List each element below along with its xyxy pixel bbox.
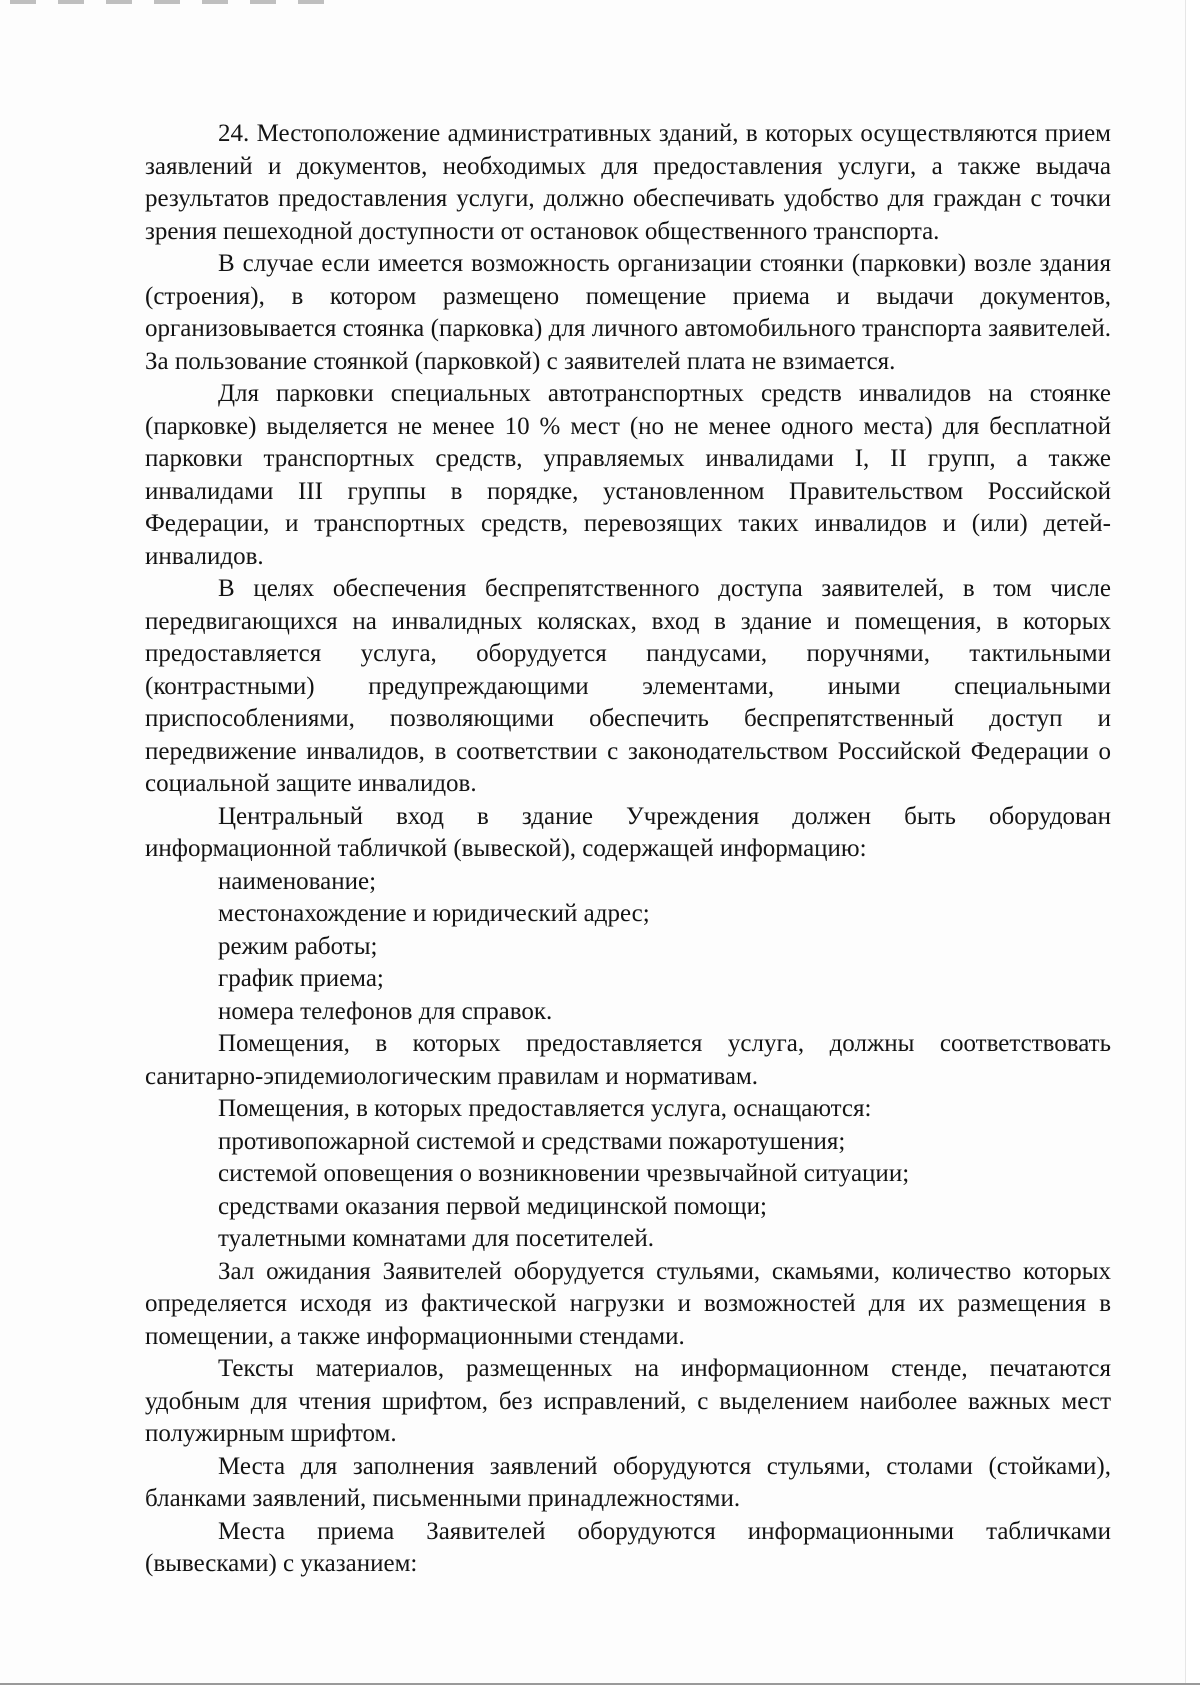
document-body [145, 118, 1111, 1581]
paragraph-location-requirements: 24. Местоположение административных зданий, в которых осуществляются прием заявлений и документов, необходимых для предоставления услуги, а также выдача результатов предоставления услуги, должно обеспечивать удобство для граждан с точки зрения пешеходной доступности от остановок общественного транспорта. [145, 120, 1111, 245]
paragraph-reception-places: Места приема Заявителей оборудуются информационными табличками (вывесками) с указанием: [145, 1517, 1111, 1577]
list-item: Помещения, в которых предоставляется услуга, оснащаются: [218, 1095, 872, 1122]
paragraph-waiting-hall: Зал ожидания Заявителей оборудуется стульями, скамьями, количество которых определяется исходя из фактической нагрузки и возможностей для их размещения в помещении, а также информационными стендами. [145, 1257, 1111, 1350]
scan-edge-bottom [0, 1683, 1200, 1695]
paragraph-parking: В случае если имеется возможность организации стоянки (парковки) возле здания (строения), в котором размещено помещение приема и выдачи документов, организовывается стоянка (парковка) для личного автомобильного транспорта заявителей. За пользование стоянкой (парковкой) с заявителей плата не взимается. [145, 250, 1111, 375]
list-item: местонахождение и юридический адрес; [218, 900, 650, 927]
list-item: противопожарной системой и средствами пожаротушения; [218, 1127, 846, 1155]
paragraph-accessibility: В целях обеспечения беспрепятственного доступа заявителей, в том числе передвигающихся на инвалидных колясках, вход в здание и помещения, в которых предоставляется услуга, оборудуется пандусами, поручнями, тактильными (контрастными) предупреждающими элементами, иными специальными приспособлениями, позволяющими обеспечить беспрепятственный доступ и передвижение инвалидов, в соответствии с законодательством Российской Федерации о социальной защите инвалидов. [145, 575, 1111, 797]
list-item: туалетными комнатами для посетителей. [218, 1225, 654, 1252]
list-item: график приема; [218, 965, 384, 992]
paragraph-form-filling: Места для заполнения заявлений оборудуются стульями, столами (стойками), бланками заявлений, письменными принадлежностями. [145, 1452, 1111, 1512]
paragraph-sanitary: Помещения, в которых предоставляется услуга, должны соответствовать санитарно-эпидемиологическим правилам и нормативам. [145, 1030, 1111, 1090]
scan-edge-right [1185, 0, 1200, 1695]
scan-artifact-top [10, 0, 340, 4]
list-item: режим работы; [218, 932, 378, 960]
paragraph-entrance-sign: Центральный вход в здание Учреждения должен быть оборудован информационной табличкой (вывеской), содержащей информацию: [145, 802, 1111, 862]
list-item: номера телефонов для справок. [218, 997, 553, 1025]
list-item: средствами оказания первой медицинской помощи; [218, 1192, 767, 1220]
paragraph-disabled-parking: Для парковки специальных автотранспортных средств инвалидов на стоянке (парковке) выделяется не менее 10 % мест (но не менее одного места) для бесплатной парковки транспортных средств, управляемых инвалидами I, II групп, а также инвалидами III группы в порядке, установленном Правительством Российской Федерации, и транспортных средств, перевозящих таких инвалидов и (или) детей-инвалидов. [145, 380, 1111, 570]
list-item: наименование; [218, 867, 377, 895]
paragraph-info-stand: Тексты материалов, размещенных на информационном стенде, печатаются удобным для чтения шрифтом, без исправлений, с выделением наиболее важных мест полужирным шрифтом. [145, 1355, 1111, 1447]
list-item: системой оповещения о возникновении чрезвычайной ситуации; [218, 1160, 910, 1187]
